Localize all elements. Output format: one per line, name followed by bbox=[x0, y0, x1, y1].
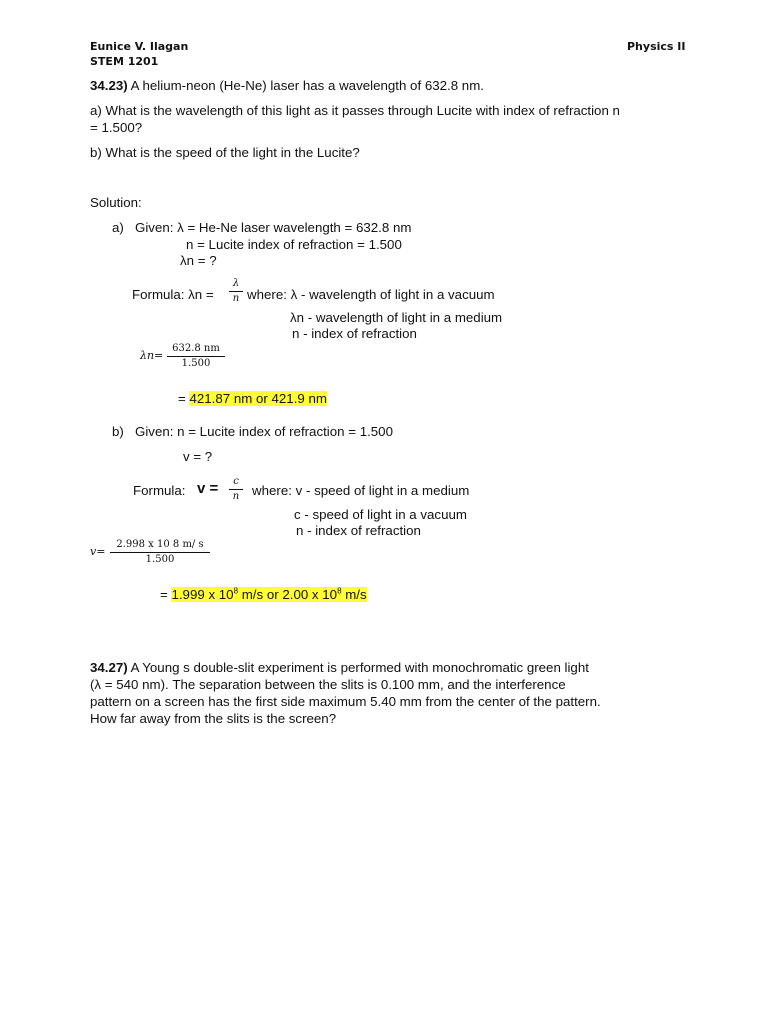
solution-b-calc-lhs: v= bbox=[90, 545, 106, 558]
problem2-line-4: How far away from the slits is the screen? bbox=[90, 711, 337, 726]
solution-b-label: b) bbox=[112, 424, 124, 439]
solution-b-where-3: n - index of refraction bbox=[296, 523, 421, 538]
solution-a-formula-fraction bbox=[229, 278, 243, 305]
solution-a-where-1: where: λ - wavelength of light in a vacuum bbox=[247, 287, 495, 302]
subject-title: Physics II bbox=[627, 40, 686, 53]
result-part-3: m/s bbox=[341, 587, 367, 602]
solution-a-result-highlight: 421.87 nm or 421.9 nm bbox=[189, 391, 327, 406]
equals-sign: = bbox=[160, 587, 168, 602]
fraction-denominator: n bbox=[232, 293, 240, 304]
solution-a-formula-label: Formula: λn = bbox=[132, 287, 214, 302]
class-section: STEM 1201 bbox=[90, 55, 159, 68]
problem1-line bbox=[90, 78, 484, 94]
solution-a-label: a) bbox=[112, 220, 124, 235]
solution-a-calc-lhs: λn= bbox=[140, 349, 164, 362]
calc-numerator: 2.998 x 10 8 m/ s bbox=[116, 539, 204, 550]
problem1-statement: A helium-neon (He-Ne) laser has a wavelength of 632.8 nm. bbox=[130, 78, 484, 93]
equals-sign: = bbox=[178, 391, 186, 406]
solution-b-calc-fraction bbox=[110, 539, 210, 566]
solution-b-formula-label: Formula: bbox=[133, 483, 186, 498]
calc-numerator: 632.8 nm bbox=[172, 343, 220, 354]
solution-b-where-1: where: v - speed of light in a medium bbox=[252, 483, 470, 498]
solution-b-formula-fraction bbox=[229, 476, 243, 503]
exponent-2: 8 bbox=[337, 586, 342, 596]
solution-b-given-1: Given: n = Lucite index of refraction = 1.500 bbox=[135, 424, 393, 439]
fraction-bar bbox=[229, 291, 243, 292]
author-name: Eunice V. Ilagan bbox=[90, 40, 189, 53]
solution-a-given-3: λn = ? bbox=[180, 253, 217, 268]
calc-denominator: 1.500 bbox=[181, 358, 211, 369]
problem1-number: 34.23) bbox=[90, 78, 128, 93]
calc-fraction-bar bbox=[110, 552, 210, 553]
solution-a-given-2: n = Lucite index of refraction = 1.500 bbox=[186, 237, 402, 252]
solution-a-where-3: n - index of refraction bbox=[292, 326, 417, 341]
problem2-text-1: A Young s double-slit experiment is performed with monochromatic green light bbox=[130, 660, 589, 675]
result-part-1: 1.999 x 10 bbox=[171, 587, 234, 602]
solution-a-where-2: λn - wavelength of light in a medium bbox=[290, 310, 503, 325]
solution-heading: Solution: bbox=[90, 195, 142, 210]
solution-a-calc-fraction bbox=[167, 343, 225, 370]
solution-a-result-line bbox=[178, 391, 327, 407]
exponent-1: 8 bbox=[233, 586, 239, 596]
problem1-part-b: b) What is the speed of the light in the Lucite? bbox=[90, 145, 360, 160]
fraction-numerator: λ bbox=[232, 278, 240, 289]
fraction-bar bbox=[229, 489, 243, 490]
solution-b-result-line bbox=[160, 587, 367, 603]
fraction-numerator: c bbox=[233, 476, 239, 487]
problem2-number: 34.27) bbox=[90, 660, 128, 675]
problem2-line-1 bbox=[90, 660, 589, 676]
calc-denominator: 1.500 bbox=[145, 554, 175, 565]
solution-b-where-2: c - speed of light in a vacuum bbox=[294, 507, 467, 522]
solution-b-formula-var: v = bbox=[197, 480, 219, 497]
fraction-denominator: n bbox=[232, 491, 240, 502]
problem2-line-3: pattern on a screen has the first side maximum 5.40 mm from the center of the pattern. bbox=[90, 694, 601, 709]
calc-fraction-bar bbox=[167, 356, 225, 357]
solution-b-result-highlight bbox=[171, 587, 366, 602]
solution-a-given-1: Given: λ = He-Ne laser wavelength = 632.8 nm bbox=[135, 220, 412, 235]
problem1-part-a: a) What is the wavelength of this light as it passes through Lucite with index of refraction n = 1.500? bbox=[90, 103, 620, 135]
solution-b-given-2: v = ? bbox=[183, 449, 213, 464]
result-part-2: m/s or 2.00 x 10 bbox=[238, 587, 338, 602]
problem2-line-2: (λ = 540 nm). The separation between the slits is 0.100 mm, and the interference bbox=[90, 677, 566, 692]
